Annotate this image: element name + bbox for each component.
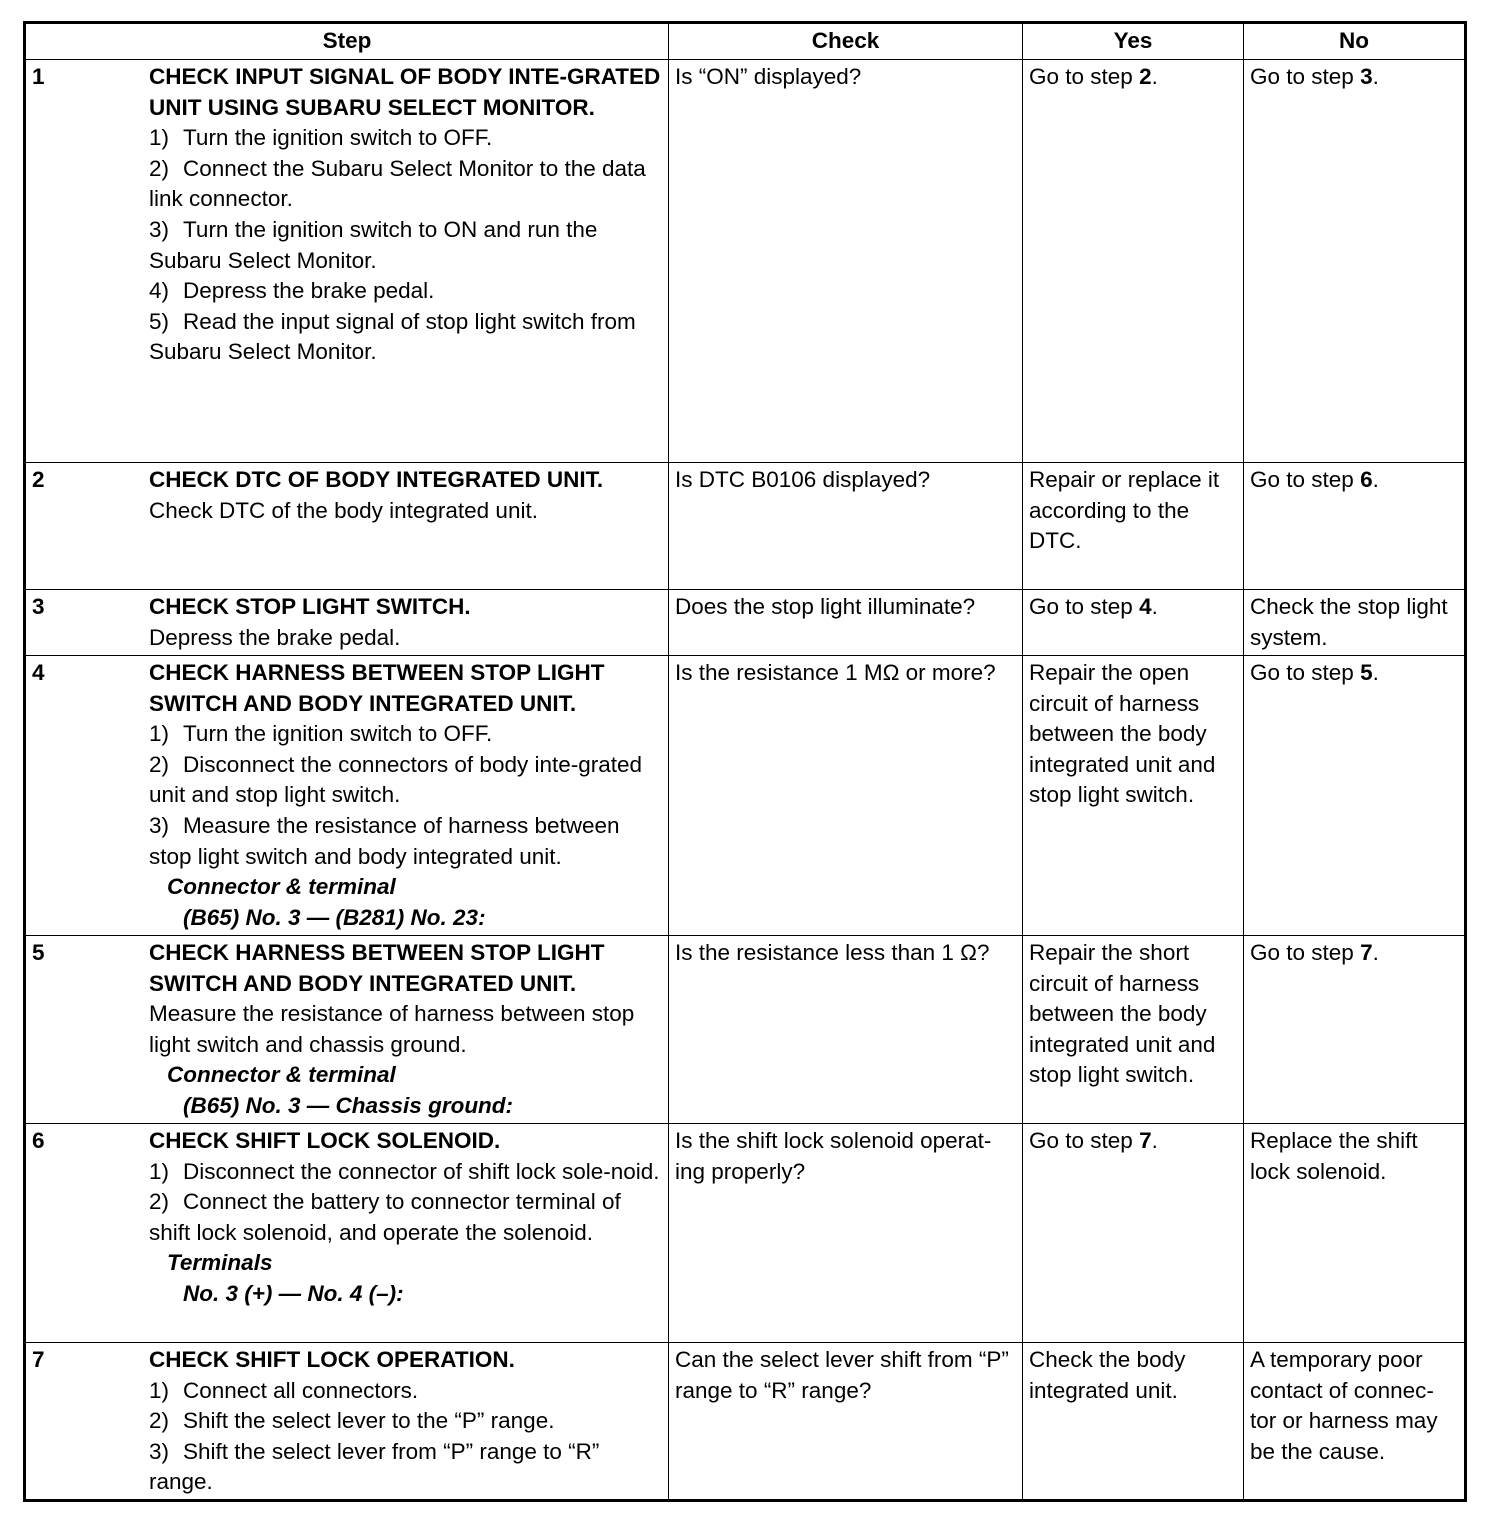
step-cell — [25, 1124, 669, 1343]
no-text: Go to step — [1250, 660, 1361, 685]
substep-text: Shift the select lever to the “P” range. — [183, 1408, 555, 1434]
yes-cell — [1023, 1343, 1244, 1501]
table-row — [25, 60, 1466, 463]
no-period: . — [1372, 467, 1379, 492]
substep-text: Turn the ignition switch to OFF. — [183, 125, 493, 151]
diagnostic-table — [23, 21, 1467, 1502]
substep-number: 1) — [149, 721, 170, 747]
yes-cell — [1023, 1124, 1244, 1343]
step-cell — [25, 1343, 669, 1501]
spec-value: (B65) No. 3 — (B281) No. 23: — [183, 904, 486, 930]
substep — [149, 1376, 663, 1407]
substep — [149, 750, 663, 811]
substep — [149, 1437, 663, 1498]
step-title: CHECK SHIFT LOCK OPERATION. — [149, 1347, 515, 1372]
no-cell — [1244, 463, 1466, 590]
yes-period: . — [1151, 1128, 1158, 1153]
step-title: CHECK STOP LIGHT SWITCH. — [149, 594, 471, 619]
step-number: 6 — [32, 1128, 45, 1153]
no-text: A temporary poor contact of connec-tor or harness may be the cause. — [1250, 1347, 1438, 1464]
substep-number: 2) — [149, 1189, 170, 1215]
step-title: CHECK DTC OF BODY INTEGRATED UNIT. — [149, 467, 604, 492]
step-description: Depress the brake pedal. — [149, 624, 401, 650]
spec-value: No. 3 (+) — No. 4 (–): — [183, 1280, 404, 1306]
substep-number: 2) — [149, 155, 170, 181]
substep — [149, 719, 663, 750]
substep — [149, 307, 663, 368]
no-cell — [1244, 656, 1466, 936]
yes-step-number: 7 — [1139, 1128, 1152, 1153]
substep-number: 4) — [149, 278, 170, 304]
substep-number: 3) — [149, 216, 170, 242]
yes-cell — [1023, 656, 1244, 936]
check-cell: Can the select lever shift from “P” range to “R” range? — [669, 1343, 1023, 1501]
spec-label: Connector & terminal — [167, 1062, 396, 1088]
no-step-number: 6 — [1360, 467, 1373, 492]
header-yes: Yes — [1023, 23, 1244, 60]
header-row — [25, 23, 1466, 60]
table-row — [25, 463, 1466, 590]
check-cell: Is the resistance less than 1 Ω? — [669, 936, 1023, 1124]
substep-text: Connect the Subaru Select Monitor to the data link connector. — [149, 155, 646, 212]
no-cell — [1244, 936, 1466, 1124]
yes-cell — [1023, 590, 1244, 656]
step-number: 1 — [32, 64, 45, 89]
no-text: Go to step — [1250, 467, 1361, 492]
yes-step-number: 4 — [1139, 594, 1152, 619]
substep-number: 1) — [149, 1377, 170, 1403]
step-cell — [25, 60, 669, 463]
check-cell: Is DTC B0106 displayed? — [669, 463, 1023, 590]
step-cell — [25, 590, 669, 656]
no-cell — [1244, 1343, 1466, 1501]
table-row — [25, 656, 1466, 936]
substep-text: Disconnect the connector of shift lock sole-noid. — [183, 1158, 660, 1184]
substep-number: 2) — [149, 751, 170, 777]
substep-text: Turn the ignition switch to OFF. — [183, 721, 493, 747]
table-row — [25, 1343, 1466, 1501]
header-no: No — [1244, 23, 1466, 60]
substep-text: Measure the resistance of harness between stop light switch and body integrated unit. — [149, 812, 620, 869]
substep-number: 3) — [149, 812, 170, 838]
yes-text: Go to step — [1029, 594, 1140, 619]
step-title: CHECK SHIFT LOCK SOLENOID. — [149, 1128, 501, 1153]
no-period: . — [1372, 940, 1379, 965]
yes-cell — [1023, 60, 1244, 463]
step-title: CHECK INPUT SIGNAL OF BODY INTE-GRATED UNIT USING SUBARU SELECT MONITOR. — [149, 64, 661, 120]
step-description: Measure the resistance of harness between stop light switch and chassis ground. — [149, 1001, 635, 1057]
no-cell — [1244, 590, 1466, 656]
substep-text: Connect the battery to connector terminal of shift lock solenoid, and operate the solenoid. — [149, 1189, 621, 1245]
substep — [149, 276, 663, 307]
substep — [149, 1406, 663, 1437]
no-cell — [1244, 1124, 1466, 1343]
check-cell: Is “ON” displayed? — [669, 60, 1023, 463]
no-text: Replace the shift lock solenoid. — [1250, 1128, 1418, 1184]
substep-number: 1) — [149, 1158, 170, 1184]
substep — [149, 811, 663, 872]
substep-number: 3) — [149, 1438, 170, 1464]
yes-text: Check the body integrated unit. — [1029, 1347, 1186, 1403]
no-step-number: 5 — [1360, 660, 1373, 685]
step-title: CHECK HARNESS BETWEEN STOP LIGHT SWITCH AND BODY INTEGRATED UNIT. — [149, 660, 605, 716]
substep-text: Read the input signal of stop light switch from Subaru Select Monitor. — [149, 308, 636, 365]
substep — [149, 215, 663, 276]
substep — [149, 1187, 663, 1248]
substep-text: Turn the ignition switch to ON and run the Subaru Select Monitor. — [149, 216, 598, 273]
yes-text: Go to step — [1029, 64, 1140, 89]
spec-label: Terminals — [167, 1250, 273, 1276]
spec-value: (B65) No. 3 — Chassis ground: — [183, 1092, 514, 1118]
step-number: 2 — [32, 467, 45, 492]
yes-cell — [1023, 936, 1244, 1124]
check-cell: Is the shift lock solenoid operat-ing properly? — [669, 1124, 1023, 1343]
substep-number: 1) — [149, 125, 170, 151]
no-text: Go to step — [1250, 64, 1361, 89]
step-number: 3 — [32, 594, 45, 619]
step-cell — [25, 936, 669, 1124]
no-cell — [1244, 60, 1466, 463]
no-text: Go to step — [1250, 940, 1361, 965]
no-text: Check the stop light system. — [1250, 594, 1448, 650]
yes-cell — [1023, 463, 1244, 590]
step-cell — [25, 463, 669, 590]
substep-text: Connect all connectors. — [183, 1377, 419, 1403]
yes-text: Repair the short circuit of harness between the body integrated unit and stop light switch. — [1029, 940, 1216, 1088]
table-row — [25, 590, 1466, 656]
table-row — [25, 936, 1466, 1124]
step-number: 4 — [32, 660, 45, 685]
no-period: . — [1372, 64, 1379, 89]
yes-text: Repair the open circuit of harness between the body integrated unit and stop light switch. — [1029, 660, 1216, 808]
substep-text: Shift the select lever from “P” range to “R” range. — [149, 1438, 600, 1495]
step-number: 7 — [32, 1347, 45, 1372]
table-row — [25, 1124, 1466, 1343]
substep-text: Depress the brake pedal. — [183, 278, 435, 304]
no-step-number: 7 — [1360, 940, 1373, 965]
step-cell — [25, 656, 669, 936]
yes-text: Repair or replace it according to the DTC. — [1029, 467, 1220, 554]
yes-step-number: 2 — [1139, 64, 1152, 89]
check-cell: Is the resistance 1 MΩ or more? — [669, 656, 1023, 936]
step-number: 5 — [32, 940, 45, 965]
substep — [149, 123, 663, 154]
header-step: Step — [25, 23, 669, 60]
yes-period: . — [1151, 594, 1158, 619]
yes-period: . — [1151, 64, 1158, 89]
check-cell: Does the stop light illuminate? — [669, 590, 1023, 656]
yes-text: Go to step — [1029, 1128, 1140, 1153]
substep-number: 2) — [149, 1408, 170, 1434]
substep — [149, 1157, 663, 1188]
spec-label: Connector & terminal — [167, 874, 396, 900]
no-period: . — [1372, 660, 1379, 685]
step-description: Check DTC of the body integrated unit. — [149, 497, 538, 523]
substep-text: Disconnect the connectors of body inte-grated unit and stop light switch. — [149, 751, 643, 808]
step-title: CHECK HARNESS BETWEEN STOP LIGHT SWITCH AND BODY INTEGRATED UNIT. — [149, 940, 605, 996]
substep-number: 5) — [149, 308, 170, 334]
header-check: Check — [669, 23, 1023, 60]
no-step-number: 3 — [1360, 64, 1373, 89]
substep — [149, 154, 663, 215]
